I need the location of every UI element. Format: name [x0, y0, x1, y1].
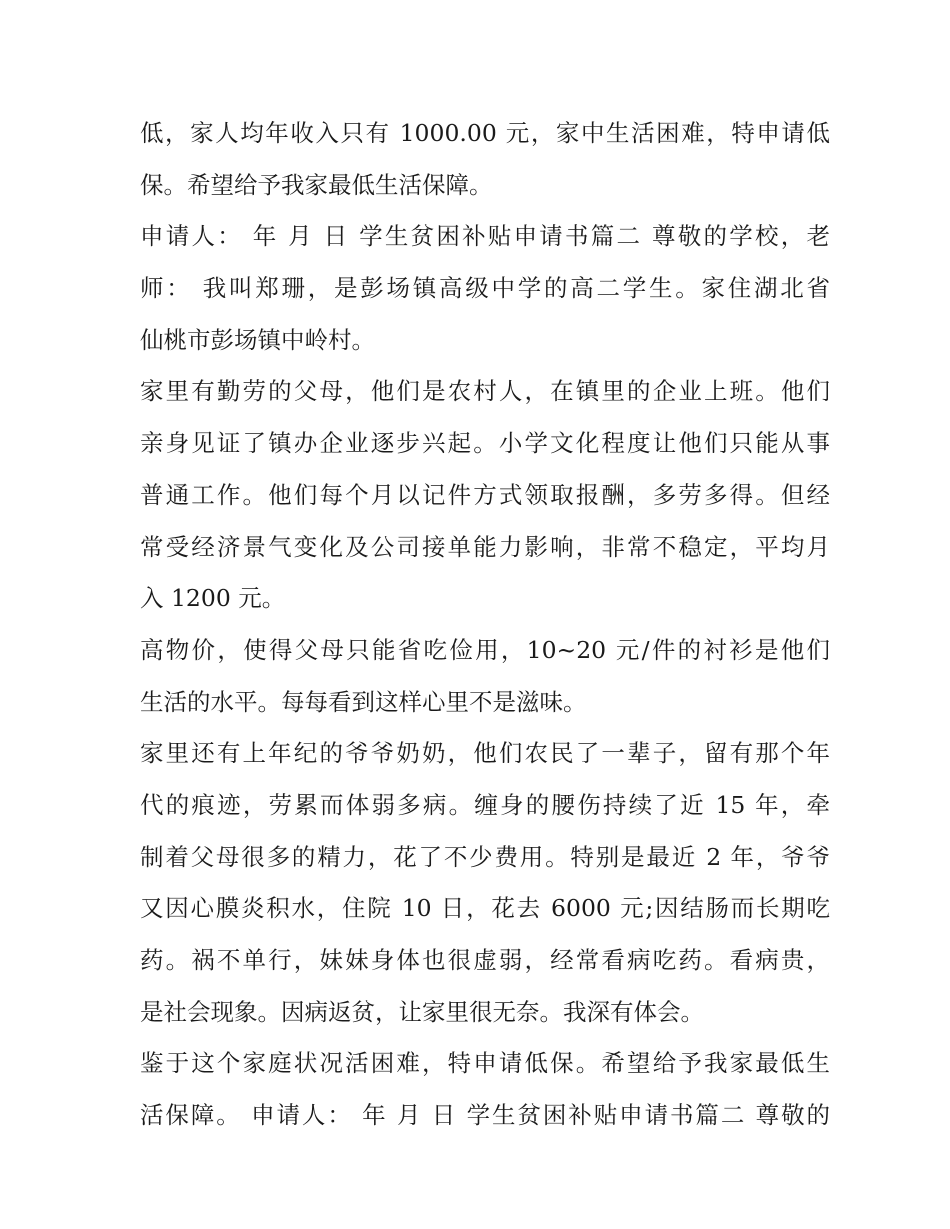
- text-line-5: 仙桃市彭场镇中岭村。: [140, 325, 375, 354]
- text-line-4: 师： 我叫郑珊，是彭场镇高级中学的高二学生。家住湖北省: [140, 274, 830, 303]
- text-line-1: 低，家人均年收入只有 1000.00 元，家中生活困难，特申请低: [140, 119, 830, 147]
- document-body: [140, 108, 830, 1142]
- text-line-13: 家里还有上年纪的爷爷奶奶，他们农民了一辈子，留有那个年: [140, 739, 830, 768]
- text-line-7: 亲身见证了镇办企业逐步兴起。小学文化程度让他们只能从事: [140, 429, 830, 458]
- text-line-15: 制着父母很多的精力，花了不少费用。特别是最近 2 年，爷爷: [140, 842, 830, 871]
- text-line-11: 高物价，使得父母只能省吃俭用，10~20 元/件的衬衫是他们: [140, 635, 830, 664]
- text-line-16: 又因心膜炎积水，住院 10 日，花去 6000 元;因结肠而长期吃: [140, 894, 830, 923]
- text-line-2: 保。希望给予我家最低生活保障。: [140, 170, 493, 199]
- text-line-12: 生活的水平。每每看到这样心里不是滋味。: [140, 687, 587, 716]
- text-line-14: 代的痕迹，劳累而体弱多病。缠身的腰伤持续了近 15 年，牵: [140, 790, 830, 819]
- text-line-10: 入 1200 元。: [140, 584, 286, 613]
- text-line-20: 活保障。 申请人： 年 月 日 学生贫困补贴申请书篇二 尊敬的: [140, 1101, 830, 1130]
- text-line-8: 普通工作。他们每个月以记件方式领取报酬，多劳多得。但经: [140, 480, 830, 509]
- text-line-3: 申请人： 年 月 日 学生贫困补贴申请书篇二 尊敬的学校，老: [140, 222, 830, 251]
- text-line-6: 家里有勤劳的父母，他们是农村人，在镇里的企业上班。他们: [140, 377, 830, 406]
- text-line-18: 是社会现象。因病返贫，让家里很无奈。我深有体会。: [140, 997, 704, 1026]
- text-line-19: 鉴于这个家庭状况活困难，特申请低保。希望给予我家最低生: [140, 1049, 830, 1078]
- text-line-17: 药。祸不单行，妹妹身体也很虚弱，经常看病吃药。看病贵，: [140, 946, 830, 974]
- text-line-9: 常受经济景气变化及公司接单能力影响，非常不稳定，平均月: [140, 532, 830, 561]
